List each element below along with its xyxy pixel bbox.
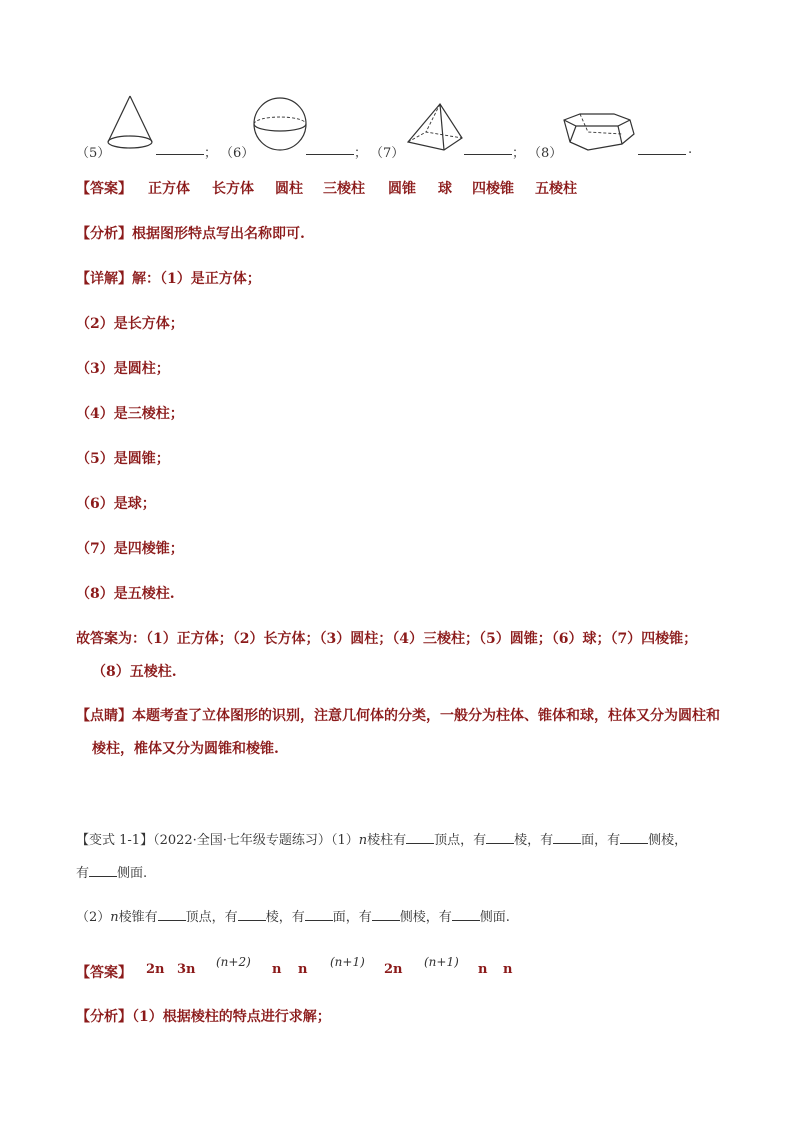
q2-text-d: 面，有 [332, 910, 372, 925]
q2-text-a: 棱锥有 [118, 910, 158, 925]
variant-source: （2022·全国·七年级专题练习） [153, 833, 331, 848]
detail-line-1 [76, 269, 261, 289]
q2-blank-5 [452, 906, 480, 921]
answer2-a2: 3n [177, 962, 196, 977]
blank-7 [464, 140, 512, 155]
variant-p2-start: （2） [76, 910, 111, 925]
answer2-a6: (n+1) [330, 955, 365, 969]
conclusion-line-1: 故答案为：（1）正方体；（2）长方体；（3）圆柱；（4）三棱柱；（5）圆锥；（6）球；（7）四棱锥； [76, 631, 698, 647]
detail-line-7: （7）是四棱锥； [76, 541, 184, 557]
detail-line-8: （8）是五棱柱. [76, 586, 175, 602]
answer-tag: 【答案】 [76, 181, 132, 197]
q1-text-e: 侧棱， [648, 833, 688, 848]
q2-blank-1 [158, 906, 186, 921]
detail-line-2: （2）是长方体； [76, 316, 184, 332]
q2-blank-3 [305, 906, 333, 921]
pentagonal-prism-figure [560, 112, 638, 154]
answer2-a3: (n+2) [216, 955, 251, 969]
variant-n: n [358, 833, 368, 848]
answer-item-6: 球 [438, 181, 452, 197]
detail-tag: 【详解】 [76, 271, 132, 287]
analysis2-text: （1）根据棱柱的特点进行求解； [132, 1009, 331, 1025]
variant-n-2: n [110, 910, 119, 925]
answer-item-4: 三棱柱 [323, 181, 365, 197]
answer2-a10: n [503, 962, 513, 977]
analysis-2 [76, 1007, 331, 1027]
comment-line-1 [76, 706, 720, 726]
answer2-tag: 【答案】 [76, 965, 132, 981]
figure-label-6: （6） [220, 146, 255, 161]
sep-6: ； [354, 146, 368, 161]
variant-line-2 [76, 862, 147, 884]
variant-line-1 [76, 829, 687, 851]
detail-line-4: （4）是三棱柱； [76, 406, 184, 422]
answer2-a8: (n+1) [424, 955, 459, 969]
sep-7: ； [512, 146, 526, 161]
analysis2-tag: 【分析】 [76, 1009, 132, 1025]
detail-text-1: 解：（1）是正方体； [132, 271, 261, 287]
figure-label-8: （8） [528, 146, 563, 161]
detail-line-3: （3）是圆柱； [76, 361, 170, 377]
comment-text-1: 本题考查了立体图形的识别，注意几何体的分类，一般分为柱体、锥体和球，柱体又分为圆柱和 [132, 708, 720, 724]
q1-text-f: 有 [76, 866, 90, 881]
detail-line-5: （5）是圆锥； [76, 451, 170, 467]
comment-tag: 【点睛】 [76, 708, 132, 724]
q1-text-g: 侧面. [117, 866, 148, 881]
q2-text-f: 侧面. [479, 910, 510, 925]
conclusion-line-2: （8）五棱柱. [92, 664, 177, 680]
q2-blank-4 [372, 906, 400, 921]
answer-item-8: 五棱柱 [535, 181, 577, 197]
q1-blank-4 [620, 829, 648, 844]
q2-text-b: 顶点，有 [185, 910, 238, 925]
q2-text-c: 棱，有 [265, 910, 305, 925]
analysis-text: 根据图形特点写出名称即可. [132, 226, 305, 242]
q1-blank-1 [406, 829, 434, 844]
answer2-a4: n [272, 962, 282, 977]
sep-8: . [688, 142, 693, 157]
answer2-a5: n [298, 962, 308, 977]
q1-blank-3 [553, 829, 581, 844]
q2-text-e: 侧棱，有 [399, 910, 452, 925]
answer-item-3: 圆柱 [275, 181, 303, 197]
variant-p1-start: （1） [330, 833, 359, 848]
blank-8 [638, 140, 686, 155]
analysis-tag: 【分析】 [76, 226, 132, 242]
answer-item-5: 圆锥 [388, 181, 416, 197]
blank-6 [306, 140, 354, 155]
q1-text-c: 棱，有 [514, 833, 554, 848]
q2-blank-2 [238, 906, 266, 921]
q1-blank-5 [89, 862, 117, 877]
blank-5 [156, 140, 204, 155]
answer-item-1: 正方体 [148, 181, 190, 197]
variant-line-3 [76, 906, 510, 928]
answer-item-2: 长方体 [212, 181, 254, 197]
detail-line-6: （6）是球； [76, 496, 156, 512]
answer2-a1: 2n [146, 962, 165, 977]
sphere-figure [252, 96, 308, 154]
q1-blank-2 [486, 829, 514, 844]
answer2-a9: n [478, 962, 488, 977]
variant-tag: 【变式 1-1】 [76, 833, 154, 848]
comment-line-2: 棱柱，椎体又分为圆锥和棱锥. [92, 741, 279, 757]
pyramid-figure [404, 102, 464, 154]
sep-5: ； [204, 146, 218, 161]
cone-figure [104, 94, 156, 152]
figure-label-5: （5） [76, 146, 111, 161]
q1-text-b: 顶点，有 [434, 833, 487, 848]
answer2-a7: 2n [384, 962, 403, 977]
answer-item-7: 四棱锥 [472, 181, 514, 197]
figure-label-7: （7） [370, 146, 405, 161]
q1-text-d: 面，有 [581, 833, 621, 848]
q1-text-a: 棱柱有 [367, 833, 407, 848]
analysis-1 [76, 224, 305, 244]
